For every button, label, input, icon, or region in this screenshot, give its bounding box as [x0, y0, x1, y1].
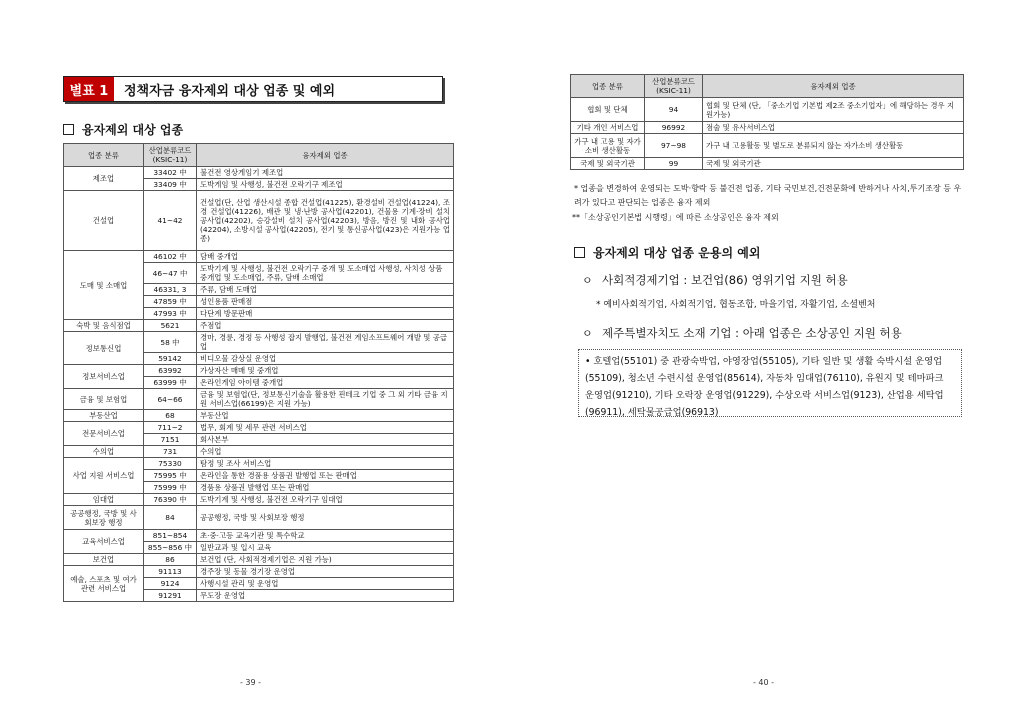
- exclusion-table-right: [570, 74, 964, 170]
- table-cell: 도박게임 및 사행성, 불건전 오락기구 제조업: [197, 179, 454, 191]
- table-cell: 도박기계 및 사행성, 불건전 오락기구 중개 및 도소매업 사행성, 사치성 상품 중개업 및 도소매업, 주류, 담배 소매업: [197, 263, 454, 284]
- table-cell: 불건전 영상게임기 제조업: [197, 167, 454, 179]
- table-cell: 46331, 3: [144, 284, 197, 296]
- table-cell: 가구 내 고용 및 자가소비 생산활동: [571, 134, 645, 158]
- table-cell: 담배 중개업: [197, 251, 454, 263]
- table-cell: 건설업(단, 산업 생산시설 종합 건설업(41225), 환경설비 건설업(41224), 조경 건설업(41226), 배관 및 냉·난방 공사업(42201), 건물용 기계·장비 설치 공사업(42202), 승강설비 설치 공사업(42203), 방음, 방진 및 내화 공사업(42204), 소방시설 공사업(42205), 전기 및 통신공사업(423)은 지원가능 업종): [197, 191, 454, 251]
- table-cell: 76390 中: [144, 494, 197, 506]
- table-title-box: [63, 76, 443, 102]
- table-cell: 예술, 스포츠 및 여가관련 서비스업: [64, 566, 144, 602]
- header-category: 업종 분류: [571, 75, 645, 98]
- table-cell: 온라인게임 아이템 중개업: [197, 377, 454, 389]
- table-cell: 일반교과 및 입시 교육: [197, 542, 454, 554]
- table-cell: 제조업: [64, 167, 144, 191]
- table-cell: 회사본부: [197, 434, 454, 446]
- table-cell: 가상자산 매매 및 중개업: [197, 365, 454, 377]
- table-cell: 전문서비스업: [64, 422, 144, 446]
- table-cell: 주류, 담배 도매업: [197, 284, 454, 296]
- table-cell: 다단계 방문판매: [197, 308, 454, 320]
- table-cell: 수의업: [197, 446, 454, 458]
- table-cell: 855~856 中: [144, 542, 197, 554]
- table-cell: 협회 및 단체 (단, 「중소기업 기본법 제2조 중소기업자」에 해당하는 경우 지원가능): [703, 98, 964, 122]
- table-cell: 99: [645, 158, 703, 170]
- table-cell: 경마, 경륜, 경정 등 사행성 잡지 발행업, 불건전 게임소프트웨어 개발 및 공급업: [197, 332, 454, 353]
- table-cell: 금융 및 보험업: [64, 389, 144, 410]
- table-cell: 보건업 (단, 사회적경제기업은 지원 가능): [197, 554, 454, 566]
- table-cell: 97~98: [645, 134, 703, 158]
- table-cell: 75330: [144, 458, 197, 470]
- square-bullet-icon: [63, 124, 74, 135]
- table-cell: 5621: [144, 320, 197, 332]
- header-category: 업종 분류: [64, 144, 144, 167]
- table-cell: 공공행정, 국방 및 사회보장 행정: [197, 506, 454, 530]
- exception-item-1: ㅇ 사회적경제기업 : 보건업(86) 영위기업 지원 허용: [582, 273, 848, 287]
- table-cell: 온라인을 통한 경품용 상품권 발행업 또는 판매업: [197, 470, 454, 482]
- table-cell: 9124: [144, 578, 197, 590]
- table-cell: 46~47 中: [144, 263, 197, 284]
- table-cell: 41~42: [144, 191, 197, 251]
- header-code: 산업분류코드 (KSIC-11): [144, 144, 197, 167]
- table-cell: 가구 내 고용활동 및 별도로 분류되지 않는 자가소비 생산활동: [703, 134, 964, 158]
- table-cell: 63999 中: [144, 377, 197, 389]
- table-cell: 보건업: [64, 554, 144, 566]
- table-cell: 기타 개인 서비스업: [571, 122, 645, 134]
- table-cell: 64~66: [144, 389, 197, 410]
- table-cell: 무도장 운영업: [197, 590, 454, 602]
- table-cell: 금융 및 보험업(단, 정보통신기술을 활용한 핀테크 기업 중 그 외 기타 금융 지원 서비스업(66199)은 지원 가능): [197, 389, 454, 410]
- table-cell: 공공행정, 국방 및 사회보장 행정: [64, 506, 144, 530]
- table-cell: 숙박 및 음식점업: [64, 320, 144, 332]
- footnote-2: **「소상공인기본법 시행령」에 따른 소상공인은 융자 제외: [572, 213, 779, 222]
- table-cell: 75995 中: [144, 470, 197, 482]
- table-cell: 수의업: [64, 446, 144, 458]
- table-cell: 탐정 및 조사 서비스업: [197, 458, 454, 470]
- table-cell: 84: [144, 506, 197, 530]
- table-cell: 비디오물 감상실 운영업: [197, 353, 454, 365]
- table-cell: 86: [144, 554, 197, 566]
- table-cell: 58 中: [144, 332, 197, 353]
- exception-item-1-sub: * 예비사회적기업, 사회적기업, 협동조합, 마을기업, 자활기업, 소셜벤처: [596, 300, 876, 310]
- page-title: 정책자금 융자제외 대상 업종 및 예외: [124, 83, 335, 99]
- section-heading-1: 융자제외 대상 업종: [63, 121, 183, 138]
- table-cell: 851~854: [144, 530, 197, 542]
- table-cell: 33402 中: [144, 167, 197, 179]
- circle-bullet-icon: ㅇ: [582, 327, 593, 340]
- table-cell: 임대업: [64, 494, 144, 506]
- table-cell: 68: [144, 410, 197, 422]
- header-excluded: 융자제외 업종: [703, 75, 964, 98]
- page-number-left: - 39 -: [240, 678, 262, 687]
- table-cell: 경품용 상품권 발행업 또는 판매업: [197, 482, 454, 494]
- table-cell: 도매 및 소매업: [64, 251, 144, 320]
- table-cell: 33409 中: [144, 179, 197, 191]
- table-cell: 경주장 및 동물 경기장 운영업: [197, 566, 454, 578]
- circle-bullet-icon: ㅇ: [582, 274, 593, 287]
- table-cell: 사업 지원 서비스업: [64, 458, 144, 494]
- exception-item-2: ㅇ 제주특별자치도 소재 기업 : 아래 업종은 소상공인 지원 허용: [582, 326, 902, 340]
- table-cell: 91291: [144, 590, 197, 602]
- exclusion-table-left: [63, 143, 454, 602]
- table-cell: 사행시설 관리 및 운영업: [197, 578, 454, 590]
- table-cell: 협회 및 단체: [571, 98, 645, 122]
- table-cell: 47993 中: [144, 308, 197, 320]
- title-tag: 별표 1: [64, 77, 114, 101]
- table-cell: 정보서비스업: [64, 365, 144, 389]
- table-cell: 96992: [645, 122, 703, 134]
- table-cell: 731: [144, 446, 197, 458]
- table-cell: 7151: [144, 434, 197, 446]
- page-number-right: - 40 -: [753, 678, 775, 687]
- table-cell: 점술 및 유사서비스업: [703, 122, 964, 134]
- table-cell: 부동산업: [64, 410, 144, 422]
- table-cell: 94: [645, 98, 703, 122]
- section-heading-2: 융자제외 대상 업종 운용의 예외: [574, 244, 760, 261]
- table-cell: 47859 中: [144, 296, 197, 308]
- footnote-1: * 업종을 변경하여 운영되는 도박·향락 등 불건전 업종, 기타 국민보건,건전문화에 반하거나 사치,투기조장 등 우려가 있다고 판단되는 업종은 융자 제외: [574, 184, 962, 207]
- table-cell: 59142: [144, 353, 197, 365]
- table-cell: 63992: [144, 365, 197, 377]
- table-cell: 46102 中: [144, 251, 197, 263]
- table-cell: 국제 및 외국기관: [571, 158, 645, 170]
- table-cell: 초·중·고등 교육기관 및 특수학교: [197, 530, 454, 542]
- table-cell: 국제 및 외국기관: [703, 158, 964, 170]
- jeju-allowed-industries-box: • 호텔업(55101) 중 관광숙박업, 야영장업(55105), 기타 일반 및 생활 숙박시설 운영업(55109), 청소년 수련시설 운영업(85614), 자동차 임대업(76110), 유원지 및 테마파크 운영업(91210), 기타 오락장 운영업(91229), 수상오락 서비스업(9123), 산업용 세탁업(96911), 세탁물공급업(96913): [578, 349, 962, 417]
- header-excluded: 융자제외 업종: [197, 144, 454, 167]
- table-cell: 75999 中: [144, 482, 197, 494]
- table-cell: 91113: [144, 566, 197, 578]
- table-cell: 성인용품 판매점: [197, 296, 454, 308]
- header-code: 산업분류코드 (KSIC-11): [645, 75, 703, 98]
- table-cell: 정보통신업: [64, 332, 144, 365]
- table-cell: 도박기계 및 사행성, 불건전 오락기구 임대업: [197, 494, 454, 506]
- table-cell: 법무, 회계 및 세무 관련 서비스업: [197, 422, 454, 434]
- table-cell: 건설업: [64, 191, 144, 251]
- table-cell: 주점업: [197, 320, 454, 332]
- square-bullet-icon: [574, 247, 585, 258]
- table-cell: 부동산업: [197, 410, 454, 422]
- table-cell: 711~2: [144, 422, 197, 434]
- table-cell: 교육서비스업: [64, 530, 144, 554]
